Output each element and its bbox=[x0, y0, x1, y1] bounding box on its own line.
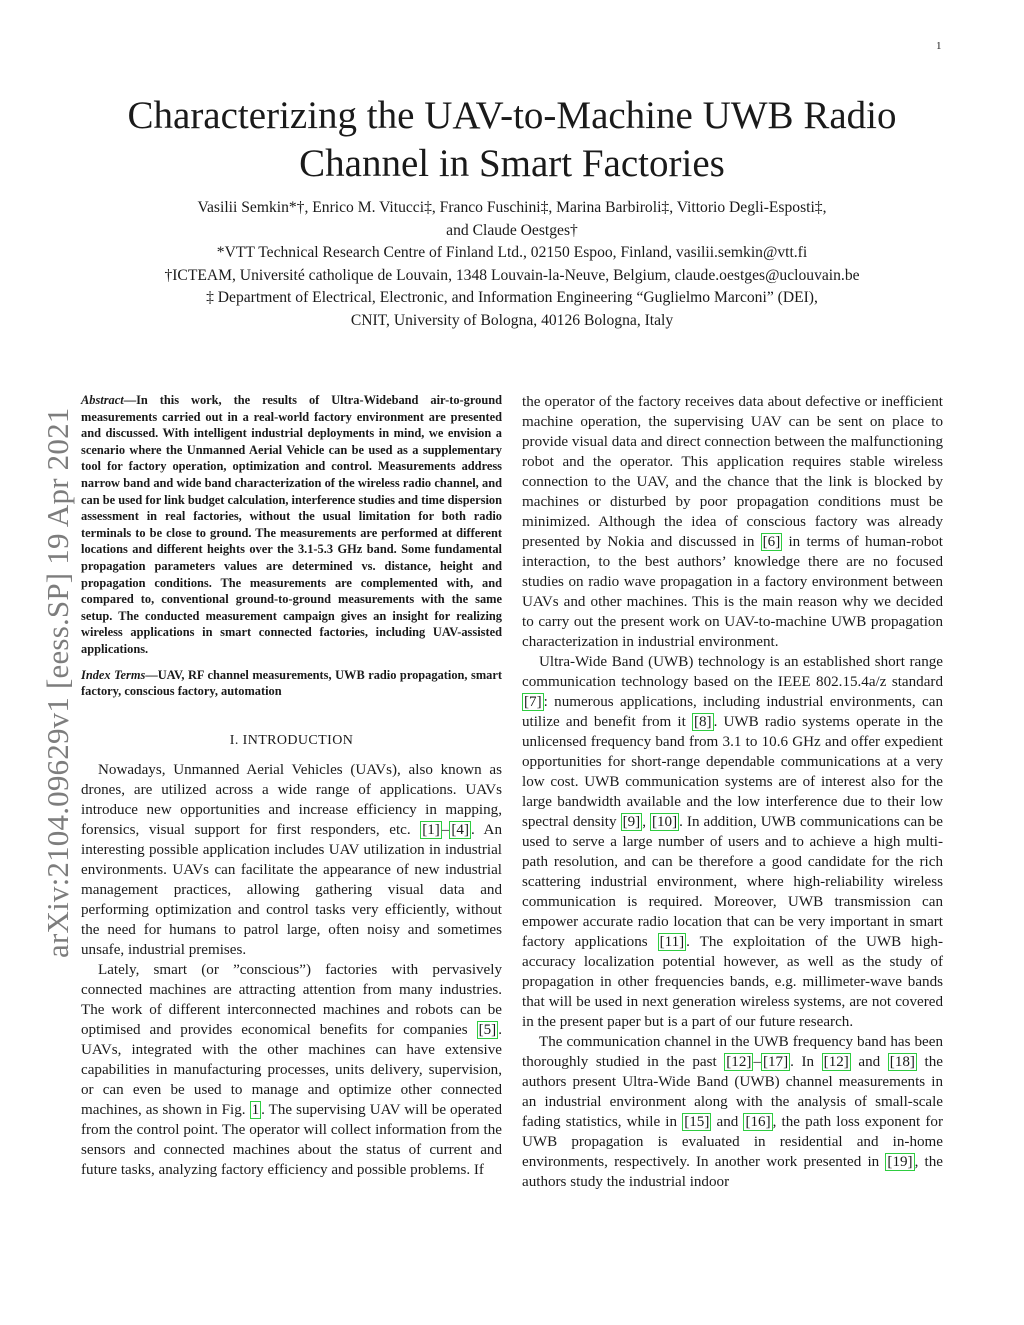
author-block bbox=[90, 197, 934, 332]
citation-link[interactable]: [15] bbox=[684, 1114, 710, 1130]
body-paragraph bbox=[81, 960, 502, 1180]
abstract-label: Abstract bbox=[81, 393, 124, 407]
paragraph-text: , the authors study the industrial indoor bbox=[522, 1154, 943, 1190]
citation-link[interactable]: [7] bbox=[524, 694, 542, 710]
left-column bbox=[81, 392, 502, 1180]
citation-link[interactable]: [8] bbox=[693, 714, 712, 730]
author-line: Vasilii Semkin*†, Enrico M. Vitucci‡, Franco Fuschini‡, Marina Barbiroli‡, Vittorio Degli-Esposti‡, bbox=[197, 199, 827, 216]
citation-link[interactable]: [10] bbox=[651, 814, 678, 830]
paragraph-text: and bbox=[850, 1054, 888, 1070]
paragraph-text: Nowadays, Unmanned Aerial Vehicles (UAVs), also known as drones, are utilized across a wide range of applications. UAVs introduce new opportunities and increase efficiency in mapping, forensics, visual support for first responders, etc. bbox=[81, 761, 502, 838]
paragraph-text: . In bbox=[790, 1054, 822, 1070]
body-paragraph bbox=[522, 1032, 943, 1192]
paragraph-text: Lately, smart (or ”conscious”) factories with pervasively connected machines are attracting attention from many industries. The work of different interconnected machines and robots can be optimised and provides economical benefits for companies bbox=[81, 961, 502, 1038]
citation-link[interactable]: [6] bbox=[762, 534, 781, 550]
right-column bbox=[522, 392, 943, 1192]
affiliation-line: ‡ Department of Electrical, Electronic, and Information Engineering “Guglielmo Marconi” (DEI), bbox=[206, 289, 818, 306]
index-terms-text: —UAV, RF channel measurements, UWB radio propagation, smart factory, conscious factory, automation bbox=[81, 667, 502, 699]
paragraph-text: – bbox=[441, 821, 450, 838]
paper-title: Characterizing the UAV-to-Machine UWB Radio Channel in Smart Factories bbox=[127, 94, 897, 185]
paragraph-text: – bbox=[753, 1054, 761, 1070]
paragraph-text: , bbox=[642, 814, 650, 830]
affiliation-line: CNIT, University of Bologna, 40126 Bologna, Italy bbox=[350, 311, 674, 329]
paragraph-text: . UWB radio systems operate in the unlicensed frequency band from 3.1 to 10.6 GHz and offer expedient opportunities for short-range dependable communications at a very low cost. UWB communication systems are of interest also for the large bandwidth available and the low interference due to their low spectral density bbox=[522, 714, 943, 830]
citation-link[interactable]: [18] bbox=[889, 1054, 915, 1070]
paragraph-text: the operator of the factory receives data about defective or inefficient machine operation, the supervising UAV can be sent on place to provide visual data and direct connection between the malfunctioning robot and the operator. This application requires stable wireless connection to the UAV, and the chance that the link is blocked by machines or disturbed by poor propagation conditions must be minimized. Although the idea of conscious factory was already presented by Nokia and discussed in bbox=[522, 394, 943, 550]
abstract bbox=[81, 392, 502, 658]
body-paragraph bbox=[81, 760, 502, 960]
paragraph-text: . In addition, UWB communications can be used to serve a large number of users and to achieve a high multi-path resolution, and can be therefore a good candidate for the rich scattering industrial environment, where high-reliability wireless communication is required. Moreover, UWB transmission can empower accurate radio location that can be very important in smart factory applications bbox=[522, 814, 944, 950]
citation-link[interactable]: [11] bbox=[659, 934, 685, 950]
paragraph-text: . The supervising UAV will be operated from the control point. The operator will collect information from the sensors and connected machines about the status of current and future tasks, analyzing factory efficiency and possible problems. If bbox=[81, 1101, 503, 1178]
paragraph-text: . An interesting possible application includes UAV utilization in industrial environments. UAVs can facilitate the appearance of new industrial management practices, allowing gathering visual data and performing optimization and control tasks very efficiently, without the need for humans to patrol large, often noisy and sometimes unsafe, industrial premises. bbox=[81, 821, 502, 958]
arxiv-identifier-stamp: arXiv:2104.09629v1 [eess.SP] 19 Apr 2021 bbox=[40, 407, 75, 958]
affiliation-line: *VTT Technical Research Centre of Finland Ltd., 02150 Espoo, Finland, vasilii.semkin@vtt.fi bbox=[216, 244, 808, 261]
citation-link[interactable]: [1] bbox=[422, 821, 440, 838]
citation-link[interactable]: [19] bbox=[887, 1154, 913, 1170]
paragraph-text: in terms of human-robot interaction, to the best authors’ knowledge there are no focused studies on radio wave propagation in a factory environment between UAVs and other machines. This is the main reason why we decided to carry out the present work on UAV-to-machine UWB propagation characterization in industrial environment. bbox=[522, 534, 943, 650]
citation-link[interactable]: [12] bbox=[823, 1054, 849, 1070]
citation-link[interactable]: [9] bbox=[622, 814, 641, 830]
citation-link[interactable]: [4] bbox=[451, 821, 469, 838]
figure-reference-link[interactable]: 1 bbox=[251, 1101, 260, 1118]
body-paragraph bbox=[522, 392, 943, 652]
citation-link[interactable]: [5] bbox=[478, 1021, 497, 1038]
paragraph-text: and bbox=[711, 1114, 744, 1130]
paragraph-text: the authors present Ultra-Wide Band (UWB) channel measurements in an industrial environment along with the analysis of small-scale fading statistics, while in bbox=[522, 1054, 943, 1130]
index-terms-label: Index Terms bbox=[81, 667, 146, 682]
paragraph-text: : numerous applications, including industrial environments, can utilize and benefit from it bbox=[522, 694, 943, 730]
citation-link[interactable]: [17] bbox=[762, 1054, 789, 1070]
section-heading: I. INTRODUCTION bbox=[229, 732, 354, 748]
body-paragraph bbox=[522, 652, 943, 1032]
index-terms bbox=[81, 667, 502, 700]
abstract-text: —In this work, the results of Ultra-Wideband air-to-ground measurements carried out in a real-world factory environment are presented and discussed. With intelligent industrial deployments in mind, we envision a scenario where the Unmanned Aerial Vehicle can be used as a supplementary tool for factory operation, optimization and control. Measurements address narrow band and wide band characterization of the wireless radio channel, and can be used for link budget calculation, interference studies and time dispersion assessment in real factories, without the usual limitation for both radio terminals to be close to ground. The measurements are performed at different locations and different heights over the 3.1-5.3 GHz band. Some fundamental propagation parameters values are determined vs. distance, height and propagation conditions. The measurements are complemented with, and compared to, conventional ground-to-ground measurements with the same setup. The conducted measurement campaign gives an insight for realizing wireless applications in smart connected factories, including UAV-assisted applications. bbox=[81, 393, 502, 656]
paragraph-text: The communication channel in the UWB frequency band has been thoroughly studied in the past bbox=[522, 1034, 943, 1070]
citation-link[interactable]: [16] bbox=[745, 1114, 771, 1130]
page-number: 1 bbox=[936, 40, 942, 52]
paragraph-text: , the path loss exponent for UWB propagation is evaluated in residential and in-home environments, respectively. In another work presented in bbox=[522, 1114, 943, 1170]
citation-link[interactable]: [12] bbox=[726, 1054, 752, 1070]
author-line: and Claude Oestges† bbox=[446, 221, 578, 239]
affiliation-line: †ICTEAM, Université catholique de Louvain, 1348 Louvain-la-Neuve, Belgium, claude.oestges@uclouvain.be bbox=[164, 266, 860, 284]
paragraph-text: Ultra-Wide Band (UWB) technology is an established short range communication technology based on the IEEE 802.15.4a/z standard bbox=[522, 654, 943, 690]
paragraph-text: . UAVs, integrated with the other machines can have extensive capabilities in manufacturing processes, units delivery, supervision, or can even be used to manage and optimize other connected machines, as shown in Fig. bbox=[81, 1021, 502, 1118]
paragraph-text: . The exploitation of the UWB high-accuracy localization potential however, as well as the study of propagation in other frequencies bands, e.g. millimeter-wave bands that will be used in next generation wireless systems, are not covered in the present paper but is a part of our future research. bbox=[522, 934, 943, 1030]
